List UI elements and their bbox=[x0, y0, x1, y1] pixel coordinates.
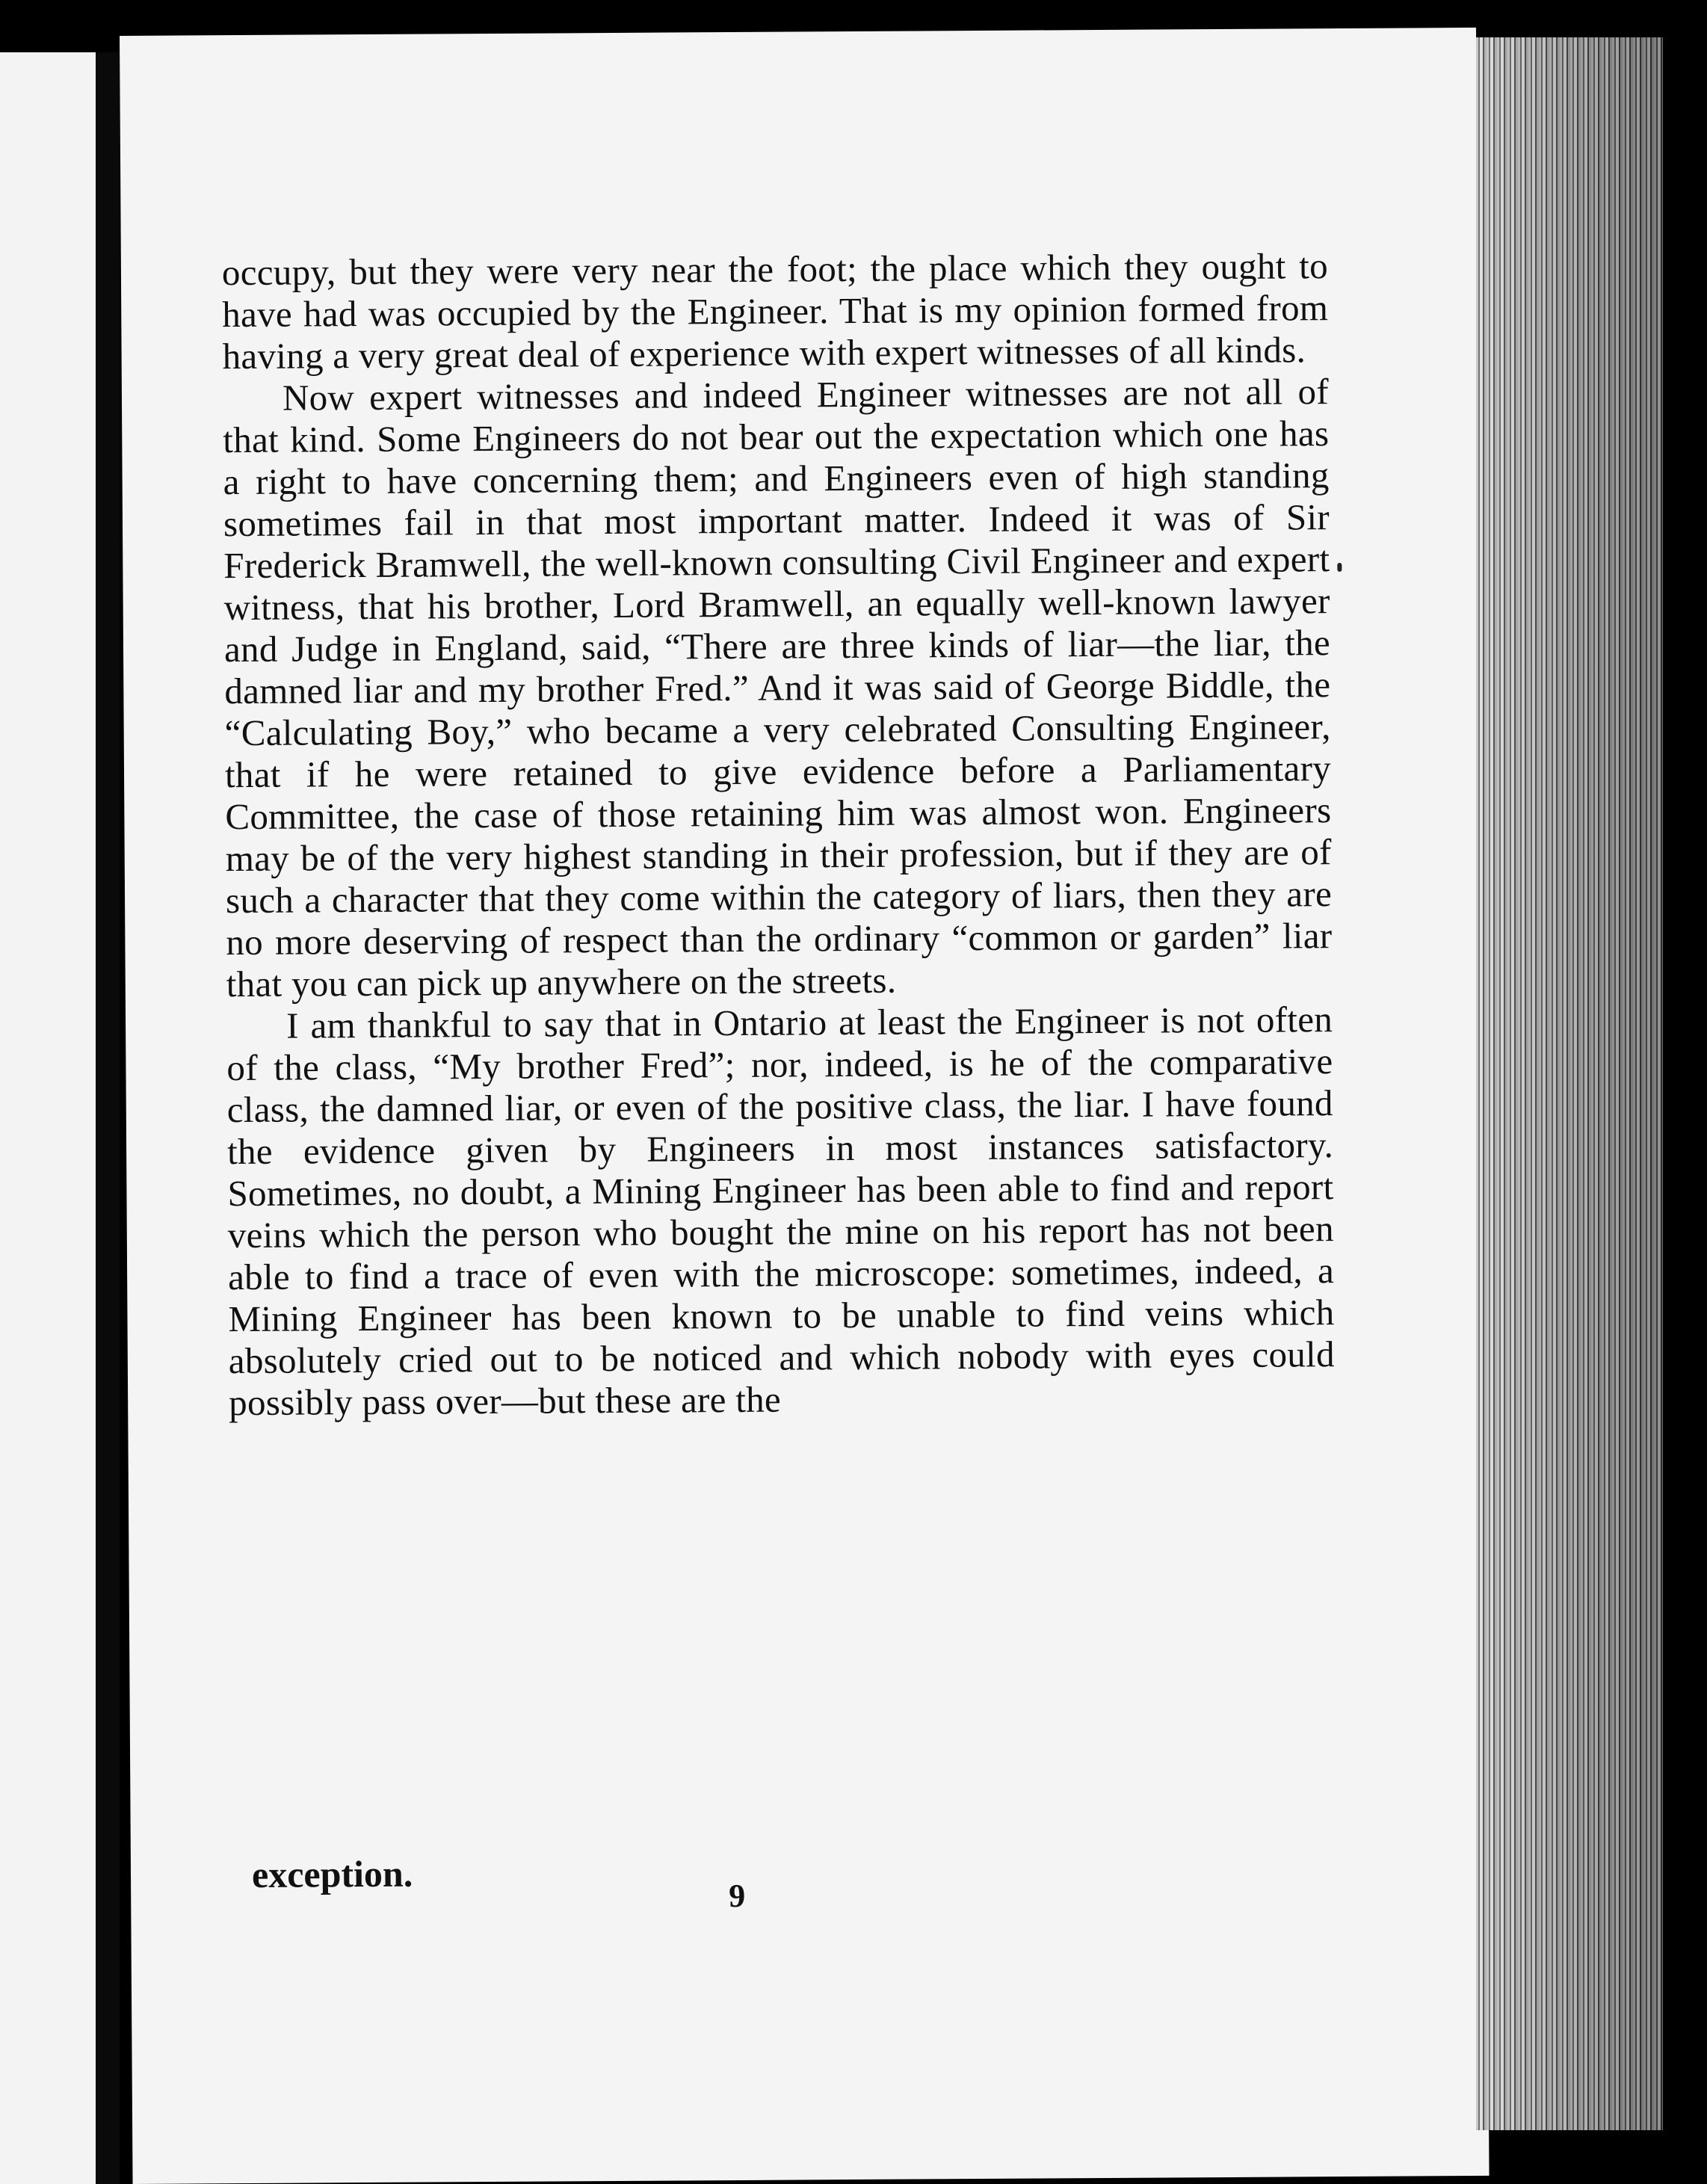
body-text bbox=[222, 245, 1336, 1424]
paragraph: occupy, but they were very near the foot; the place which they ought to have had was occupied by the Engineer. That is my opinion formed from having a very great deal of experience with expert witnesses of all kinds. bbox=[221, 245, 1329, 377]
paragraph: Now expert witnesses and indeed Engineer witnesses are not all of that kind. Some Engineers do not bear out the expectation which one has a right to have concerning them; and Engineers even of high standing sometimes fail in that most important matter. Indeed it was of Sir Frederick Bramwell, the well-known consulting Civil Engineer and expert witness, that his brother, Lord Bramwell, an equally well-known lawyer and Judge in England, said, “There are three kinds of liar—the liar, the damned liar and my brother Fred.” And it was said of George Biddle, the “Calculating Boy,” who became a very celebrated Consulting Engineer, that if he were retained to give evidence before a Parliamentary Committee, the case of those retaining him was almost won. Engineers may be of the very highest standing in their profession, but if they are of such a character that they come within the category of liars, then they are no more deserving of respect than the ordinary “common or garden” liar that you can pick up anywhere on the streets. bbox=[223, 371, 1333, 1005]
facing-page-edge bbox=[0, 52, 96, 2184]
ink-speck bbox=[1337, 563, 1342, 572]
page-number: 9 bbox=[729, 1877, 746, 1915]
paragraph: I am thankful to say that in Ontario at least the Engineer is not often of the class, “My brother Fred”; nor, indeed, is he of the comparative class, the damned liar, or even of the positive class, the liar. I have found the evidence given by Engineers in most instances satisfactory. Sometimes, no doubt, a Mining Engineer has been able to find and report veins which the person who bought the mine on his report has not been able to find a trace of even with the microscope: sometimes, indeed, a Mining Engineer has been known to be unable to find veins which absolutely cried out to be noticed and which nobody with eyes could possibly pass over—but these are the bbox=[226, 999, 1335, 1424]
book-gutter bbox=[96, 52, 120, 2184]
closing-line: exception. bbox=[251, 1852, 413, 1895]
book-page bbox=[120, 28, 1490, 2184]
page-block-edges bbox=[1476, 37, 1663, 2130]
